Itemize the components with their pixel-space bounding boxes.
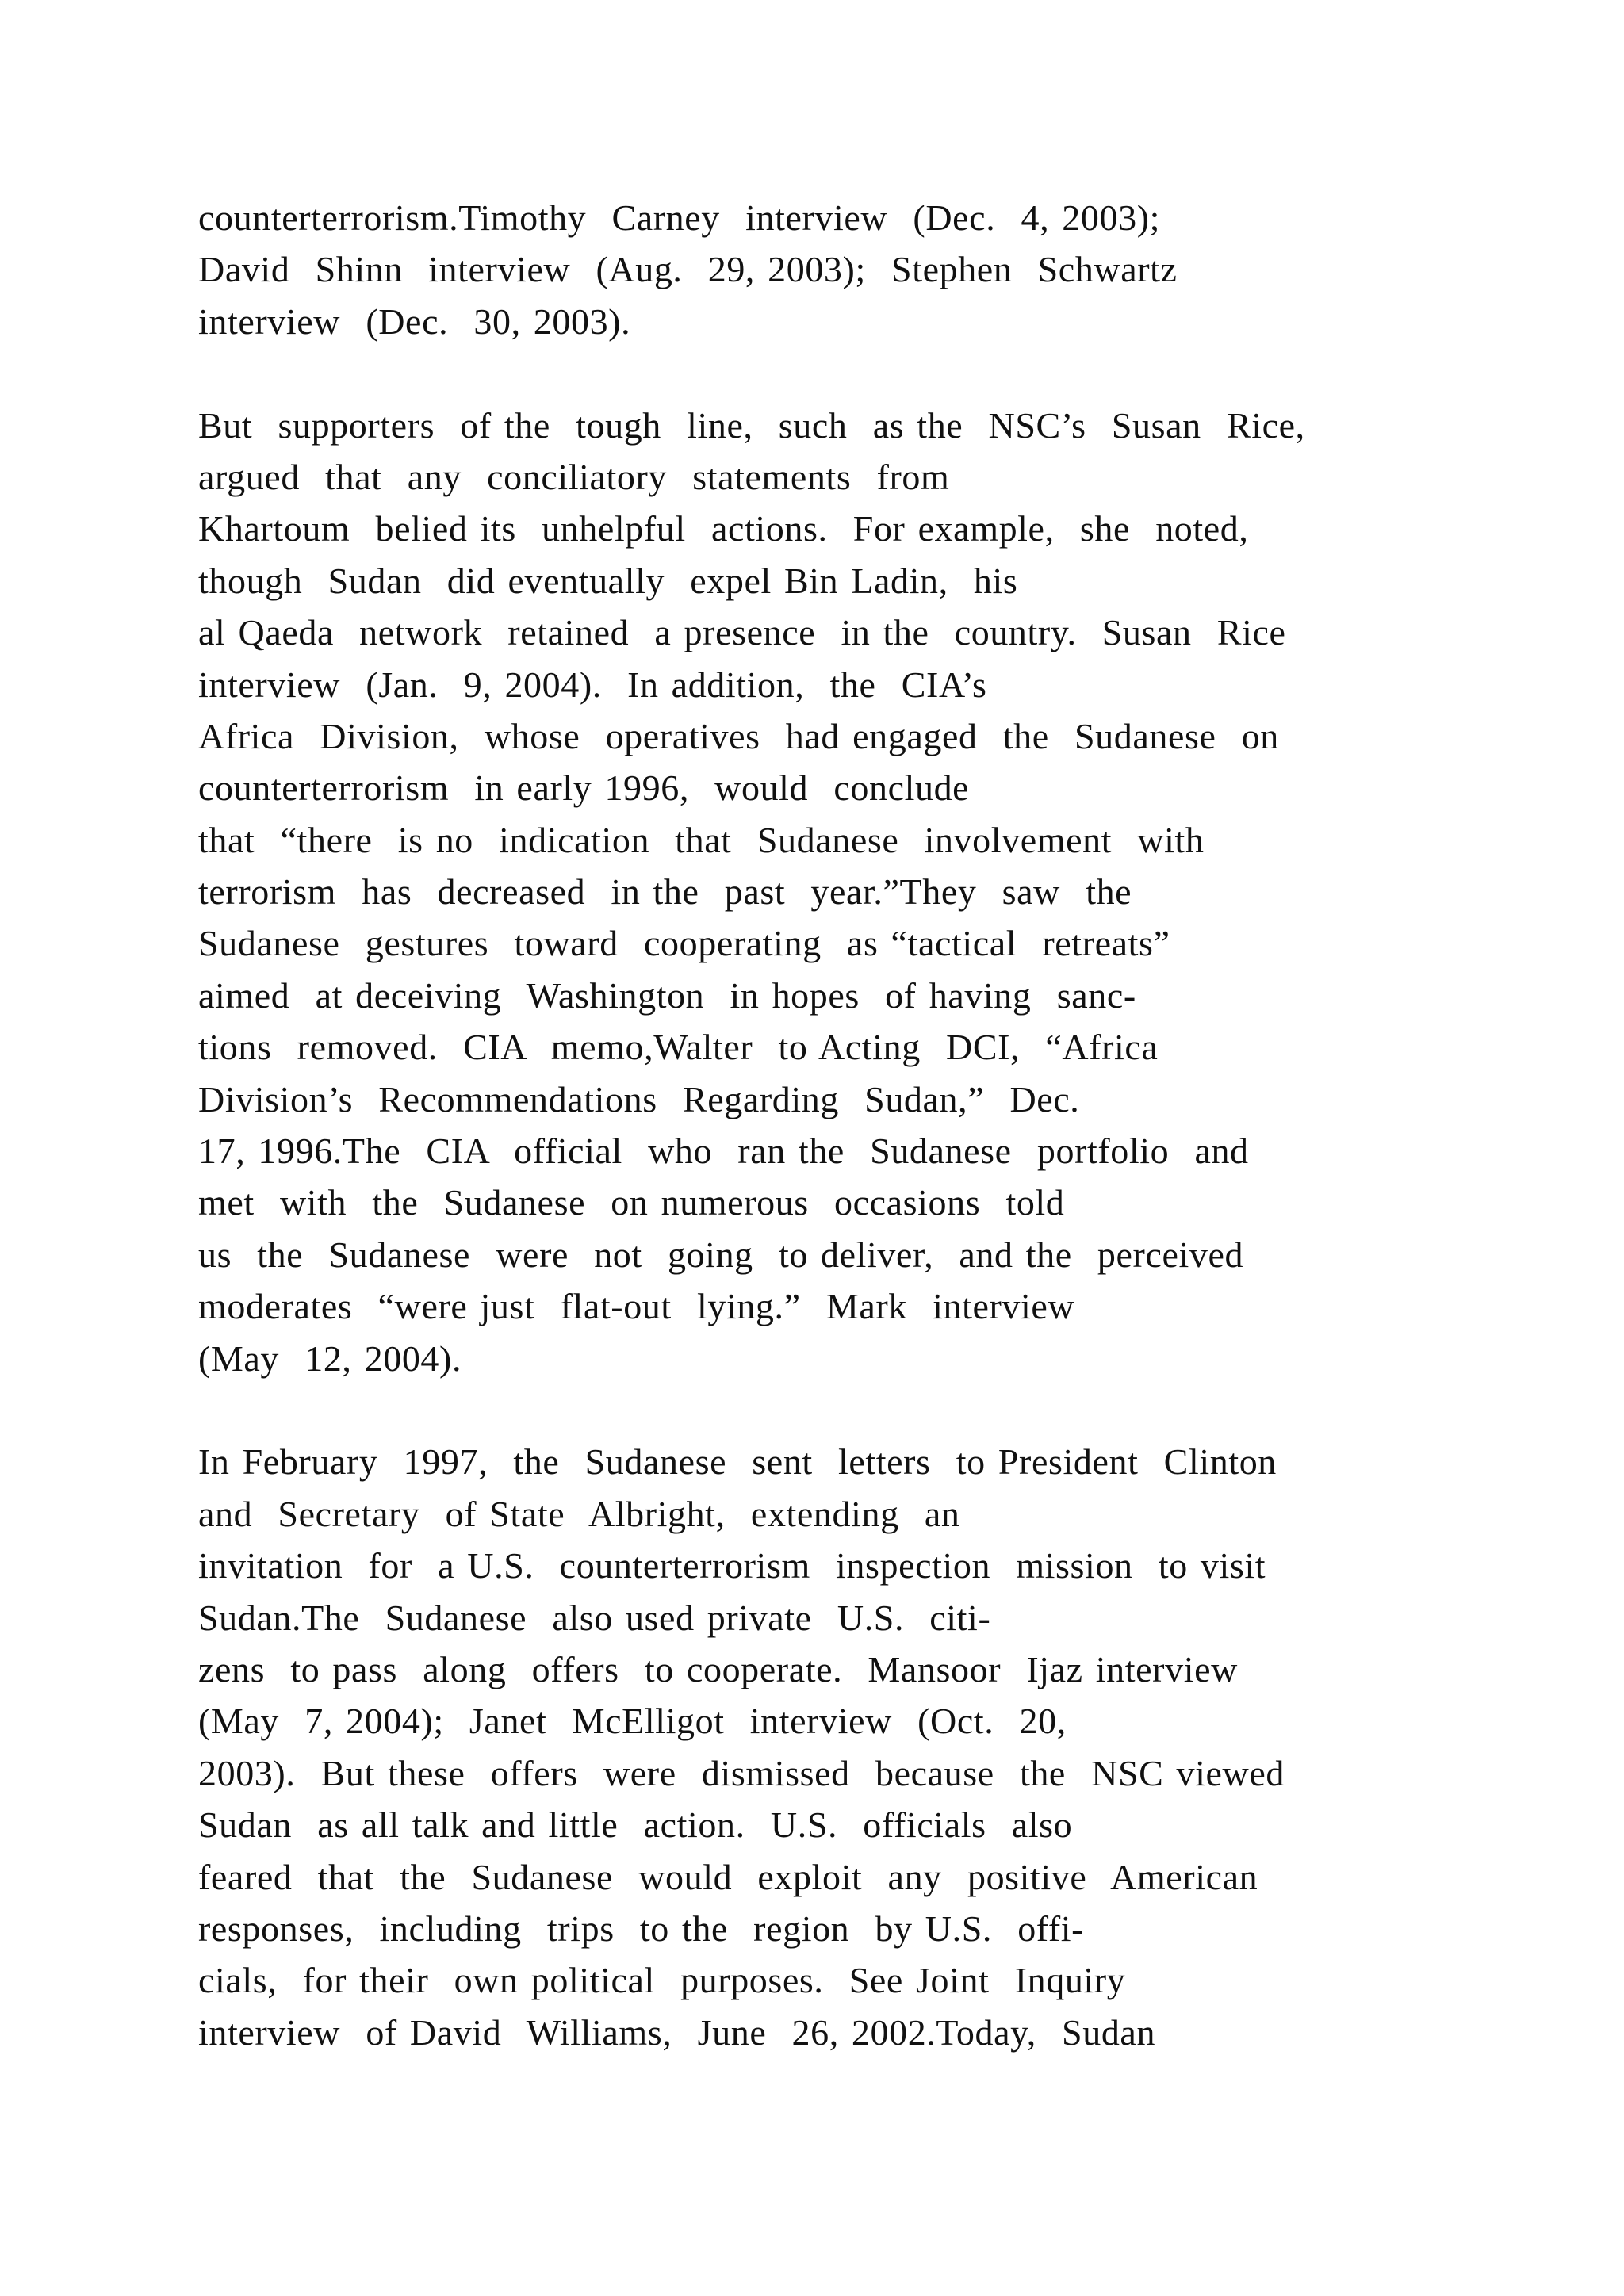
text-line: terrorism has decreased in the past year.”They saw the (198, 871, 1132, 913)
text-line: met with the Sudanese on numerous occasions told (198, 1182, 1065, 1223)
body-text (198, 192, 1546, 2058)
text-line: cials, for their own political purposes. See Joint Inquiry (198, 1960, 1126, 2001)
text-line: though Sudan did eventually expel Bin Ladin, his (198, 560, 1018, 601)
paragraph-spacer (198, 1384, 1546, 1436)
text-line: that “there is no indication that Sudanese involvement with (198, 819, 1205, 860)
text-line: Africa Division, whose operatives had engaged the Sudanese on (198, 715, 1279, 756)
text-line: Sudan as all talk and little action. U.S. officials also (198, 1804, 1073, 1846)
text-line: tions removed. CIA memo,Walter to Acting DCI, “Africa (198, 1027, 1159, 1068)
text-line: counterterrorism in early 1996, would conclude (198, 767, 970, 809)
text-line: interview (Jan. 9, 2004). In addition, the CIA’s (198, 664, 987, 705)
text-line: (May 12, 2004). (198, 1337, 462, 1379)
text-line: feared that the Sudanese would exploit any positive American (198, 1856, 1258, 1897)
text-line: In February 1997, the Sudanese sent letters to President Clinton (198, 1441, 1277, 1483)
text-line: counterterrorism.Timothy Carney interview (Dec. 4, 2003); (198, 197, 1160, 238)
text-line: interview of David Williams, June 26, 2002.Today, Sudan (198, 2011, 1156, 2053)
paragraph (198, 400, 1546, 1384)
text-line: David Shinn interview (Aug. 29, 2003); Stephen Schwartz (198, 249, 1178, 290)
paragraph (198, 1436, 1546, 2058)
text-line: Division’s Recommendations Regarding Sudan,” Dec. (198, 1078, 1080, 1119)
paragraph-spacer (198, 347, 1546, 399)
text-line: argued that any conciliatory statements from (198, 456, 950, 497)
text-line: Sudan.The Sudanese also used private U.S. citi- (198, 1597, 991, 1638)
text-line: us the Sudanese were not going to deliver, and the perceived (198, 1234, 1244, 1275)
text-line: responses, including trips to the region by U.S. offi- (198, 1908, 1085, 1949)
text-line: invitation for a U.S. counterterrorism inspection mission to visit (198, 1545, 1266, 1586)
paragraph (198, 192, 1546, 347)
text-line: interview (Dec. 30, 2003). (198, 300, 631, 342)
text-line: But supporters of the tough line, such as the NSC’s Susan Rice, (198, 404, 1305, 446)
text-line: aimed at deceiving Washington in hopes of having sanc- (198, 974, 1136, 1016)
text-line: moderates “were just flat-out lying.” Mark interview (198, 1286, 1075, 1327)
text-line: 2003). But these offers were dismissed because the NSC viewed (198, 1752, 1285, 1793)
text-line: zens to pass along offers to cooperate. Mansoor Ijaz interview (198, 1648, 1238, 1689)
text-line: 17, 1996.The CIA official who ran the Sudanese portfolio and (198, 1131, 1249, 1172)
text-line: (May 7, 2004); Janet McElligot interview (Oct. 20, (198, 1701, 1067, 1742)
text-line: Khartoum belied its unhelpful actions. For example, she noted, (198, 508, 1249, 549)
text-line: al Qaeda network retained a presence in the country. Susan Rice (198, 612, 1286, 653)
text-line: Sudanese gestures toward cooperating as “tactical retreats” (198, 923, 1170, 964)
text-line: and Secretary of State Albright, extending an (198, 1493, 960, 1534)
